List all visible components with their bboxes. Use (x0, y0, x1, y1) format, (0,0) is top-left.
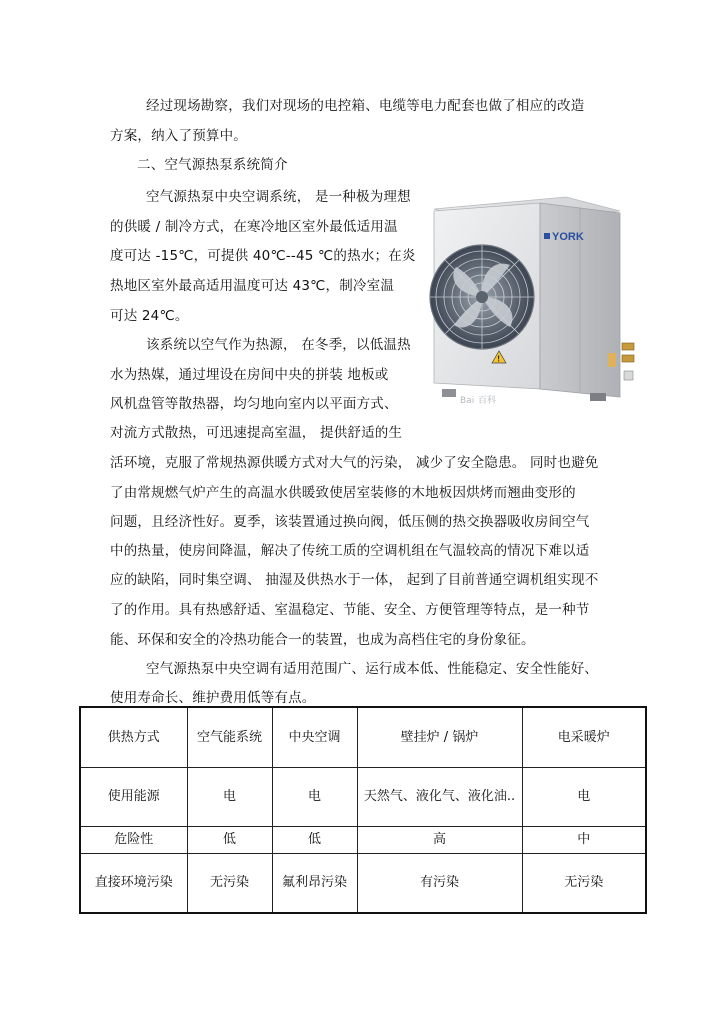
table-header-row (80, 707, 646, 768)
paragraph-line: 热地区室外最高适用温度可达 43℃，制冷室温 (110, 278, 395, 294)
table-cell: 无污染 (522, 854, 646, 914)
table-header-cell: 供热方式 (80, 707, 187, 768)
table-cell: 直接环境污染 (80, 854, 187, 914)
paragraph-line: 的供暖 / 制冷方式，在寒冷地区室外最低适用温 (110, 219, 398, 235)
paragraph-line: 经过现场勘察，我们对现场的电控箱、电缆等电力配套也做了相应的改造 (146, 98, 585, 114)
paragraph-line: 了的作用。具有热感舒适、室温稳定、节能、安全、方便管理等特点，是一种节 (110, 602, 590, 618)
heat-pump-unit-image (420, 193, 648, 415)
table-header-cell: 电采暖炉 (522, 707, 646, 768)
table-cell: 使用能源 (80, 768, 187, 827)
paragraph-line: 活环境，克服了常规热源供暖方式对大气的污染， 减少了安全隐患。 同时也避免 (110, 455, 599, 471)
table-row (80, 827, 646, 854)
table-cell: 低 (187, 827, 272, 854)
table-cell: 中 (522, 827, 646, 854)
table-cell: 氟利昂污染 (272, 854, 357, 914)
paragraph-line: 对流方式散热，可迅速提高室温， 提供舒适的生 (110, 425, 403, 441)
table-row (80, 768, 646, 827)
paragraph-line: 风机盘管等散热器，均匀地向室内以平面方式、 (110, 396, 398, 412)
table-header-cell: 空气能系统 (187, 707, 272, 768)
table-cell: 低 (272, 827, 357, 854)
paragraph-line: 空气源热泵中央空调系统， 是一种极为理想 (146, 189, 411, 205)
svg-text:!: ! (497, 354, 500, 364)
paragraph-line: 空气源热泵中央空调有适用范围广、运行成本低、性能稳定、安全性能好、 (146, 661, 599, 677)
table-cell: 危险性 (80, 827, 187, 854)
table-cell: 电 (522, 768, 646, 827)
york-logo: YORK (552, 231, 584, 243)
paragraph-line: 方案，纳入了预算中。 (110, 128, 247, 144)
table-cell: 电 (272, 768, 357, 827)
section-heading: 二、空气源热泵系统简介 (137, 157, 288, 173)
table-header-cell: 中央空调 (272, 707, 357, 768)
watermark-text: 百科 (478, 396, 497, 406)
paragraph-line: 度可达 -15℃，可提供 40℃--45 ℃的热水；在炎 (110, 248, 416, 264)
paragraph-line: 能、环保和安全的冷热功能合一的装置，也成为高档住宅的身份象征。 (110, 632, 535, 648)
paragraph-line: 问题，且经济性好。夏季，该装置通过换向阀，低压侧的热交换器吸收房间空气 (110, 514, 590, 530)
paragraph-line: 该系统以空气作为热源， 在冬季，以低温热 (146, 337, 411, 353)
svg-text:Bai: Bai (460, 396, 475, 406)
table-cell: 无污染 (187, 854, 272, 914)
table-cell: 高 (357, 827, 522, 854)
comparison-table (79, 706, 647, 914)
table-row (80, 854, 646, 914)
paragraph-line: 了由常规燃气炉产生的高温水供暖致使居室装修的木地板因烘烤而翘曲变形的 (110, 485, 576, 501)
table-cell: 天然气、液化气、液化油.. (357, 768, 522, 827)
paragraph-line: 使用寿命长、维护费用低等有点。 (110, 690, 316, 706)
paragraph-line: 水为热媒，通过埋设在房间中央的拼装 地板或 (110, 367, 389, 383)
paragraph-line: 可达 24℃。 (110, 308, 189, 324)
table-cell: 电 (187, 768, 272, 827)
table-header-cell: 壁挂炉 / 锅炉 (357, 707, 522, 768)
paragraph-line: 应的缺陷，同时集空调、 抽湿及供热水于一体， 起到了目前普通空调机组实现不 (110, 572, 599, 588)
paragraph-line: 中的热量，使房间降温，解决了传统工质的空调机组在气温较高的情况下难以适 (110, 543, 590, 559)
table-cell: 有污染 (357, 854, 522, 914)
